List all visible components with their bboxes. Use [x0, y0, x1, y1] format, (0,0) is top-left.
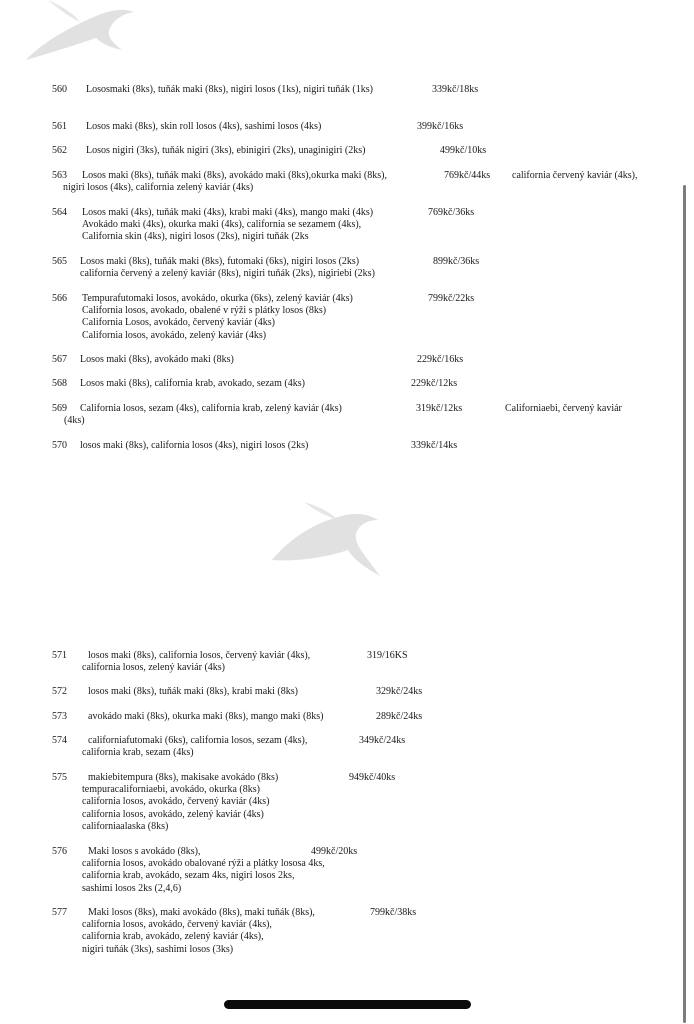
- item-number: 565: [52, 256, 67, 267]
- item-description: Losos maki (4ks), tuňák maki (4ks), krabi maki (4ks), mango maki (4ks): [82, 207, 374, 218]
- item-number: 564: [52, 207, 67, 218]
- item-description: Losos maki (8ks), california krab, avokado, sezam (4ks): [80, 378, 305, 389]
- item-description: california losos, avokádo, červený kaviár (4ks): [82, 796, 270, 808]
- item-description: Losos maki (8ks), tuňák maki (8ks), futomaki (6ks), nigiri losos (2ks): [80, 256, 360, 267]
- item-number: 567: [52, 354, 67, 365]
- item-number: 577: [52, 907, 67, 918]
- item-price: 499kč/20ks: [311, 846, 358, 857]
- item-number: 561: [52, 121, 67, 132]
- item-price: 339kč/18ks: [432, 84, 479, 95]
- item-number: 563: [52, 170, 67, 181]
- item-price: 319kč/12ks: [416, 403, 463, 414]
- item-description: losos maki (8ks), california losos (4ks), nigiri losos (2ks): [80, 440, 309, 451]
- item-description: Losos maki (8ks), skin roll losos (4ks), sashimi losos (4ks): [86, 121, 322, 132]
- item-description: california losos, avokádo, zelený kaviár (4ks): [82, 808, 264, 820]
- item-description: california červený a zelený kaviár (8ks), nigiri tuňák (2ks), nigiriebi (2ks): [80, 268, 375, 280]
- item-description: Lososmaki (8ks), tuňák maki (8ks), nigiri losos (1ks), nigiri tuňák (1ks): [86, 84, 373, 95]
- item-description: nigiri tuňák (3ks), sashimi losos (3ks): [82, 943, 234, 955]
- item-description: Losos maki (8ks), avokádo maki (8ks): [80, 354, 234, 365]
- item-description: California losos, avokado, obalené v rýži s plátky losos (8ks): [82, 305, 327, 317]
- item-description: California skin (4ks), nigiri losos (2ks), nigiri tuňák (2ks: [82, 231, 309, 243]
- item-price: 329kč/24ks: [376, 686, 423, 697]
- item-description: californiafutomaki (6ks), california losos, sezam (4ks),: [88, 735, 308, 746]
- item-description: California Losos, avokádo, červený kaviár (4ks): [82, 317, 275, 329]
- item-price: 769kč/44ks: [444, 170, 491, 181]
- item-description: California losos, avokádo, zelený kaviár (4ks): [82, 329, 267, 341]
- item-description: avokádo maki (8ks), okurka maki (8ks), mango maki (8ks): [88, 711, 324, 722]
- item-description: californiaalaska (8ks): [82, 820, 169, 832]
- item-number: 572: [52, 686, 67, 697]
- item-description: Losos maki (8ks), tuňák maki (8ks), avokádo maki (8ks),okurka maki (8ks),: [82, 170, 387, 181]
- item-description: Avokádo maki (4ks), okurka maki (4ks), california se sezamem (4ks),: [82, 219, 362, 231]
- item-price: 399kč/16ks: [417, 121, 464, 132]
- home-indicator-bar[interactable]: [224, 1000, 471, 1009]
- item-number: 570: [52, 440, 67, 451]
- item-description: california krab, avokádo, zelený kaviár (4ks),: [82, 931, 264, 943]
- item-number: 575: [52, 772, 67, 783]
- item-extra: california červený kaviár (4ks),: [512, 170, 638, 181]
- item-number: 573: [52, 711, 67, 722]
- fish-logo-watermark-top: [18, 0, 138, 68]
- item-description: (4ks): [64, 415, 85, 427]
- item-description: Maki losos s avokádo (8ks),: [88, 846, 201, 857]
- item-price: 799kč/38ks: [370, 907, 417, 918]
- vertical-scrollbar[interactable]: [683, 185, 686, 1023]
- item-price: 949kč/40ks: [349, 772, 396, 783]
- item-number: 569: [52, 403, 67, 414]
- fish-logo-watermark-middle: [268, 498, 384, 580]
- item-price: 349kč/24ks: [359, 735, 406, 746]
- item-description: losos maki (8ks), california losos, červený kaviár (4ks),: [88, 650, 311, 661]
- item-price: 289kč/24ks: [376, 711, 423, 722]
- item-price: 899kč/36ks: [433, 256, 480, 267]
- item-description: california krab, sezam (4ks): [82, 747, 194, 759]
- item-number: 576: [52, 846, 67, 857]
- item-description: california losos, avokádo, červený kaviár (4ks),: [82, 919, 272, 931]
- item-price: 229kč/12ks: [411, 378, 458, 389]
- item-price: 229kč/16ks: [417, 354, 464, 365]
- item-description: nigiri losos (4ks), california zelený kaviár (4ks): [63, 182, 254, 194]
- item-description: losos maki (8ks), tuňák maki (8ks), krabi maki (8ks): [88, 686, 298, 697]
- item-description: california losos, avokádo obalované rýži a plátky lososa 4ks,: [82, 858, 325, 870]
- item-price: 499kč/10ks: [440, 145, 487, 156]
- item-price: 339kč/14ks: [411, 440, 458, 451]
- item-description: Losos nigiri (3ks), tuňák nigiri (3ks), ebinigiri (2ks), unaginigiri (2ks): [86, 145, 366, 156]
- item-number: 571: [52, 650, 67, 661]
- item-price: 769kč/36ks: [428, 207, 475, 218]
- item-description: Tempurafutomaki losos, avokádo, okurka (6ks), zelený kaviár (4ks): [82, 293, 353, 304]
- item-description: sashimi losos 2ks (2,4,6): [82, 882, 182, 894]
- item-description: California losos, sezam (4ks), california krab, zelený kaviár (4ks): [80, 403, 342, 414]
- item-description: tempuracaliforniaebi, avokádo, okurka (8ks): [82, 784, 260, 796]
- item-description: california krab, avokádo, sezam 4ks, nigiri losos 2ks,: [82, 870, 295, 882]
- item-description: makiebitempura (8ks), makisake avokádo (8ks): [88, 772, 279, 783]
- item-number: 562: [52, 145, 67, 156]
- item-description: Maki losos (8ks), maki avokádo (8ks), maki tuňák (8ks),: [88, 907, 315, 918]
- item-number: 568: [52, 378, 67, 389]
- item-number: 566: [52, 293, 67, 304]
- item-number: 560: [52, 84, 67, 95]
- item-number: 574: [52, 735, 67, 746]
- item-description: california losos, zelený kaviár (4ks): [82, 662, 226, 674]
- item-extra: Californiaebi, červený kaviár: [505, 403, 622, 414]
- item-price: 799kč/22ks: [428, 293, 475, 304]
- item-price: 319/16KS: [367, 650, 408, 661]
